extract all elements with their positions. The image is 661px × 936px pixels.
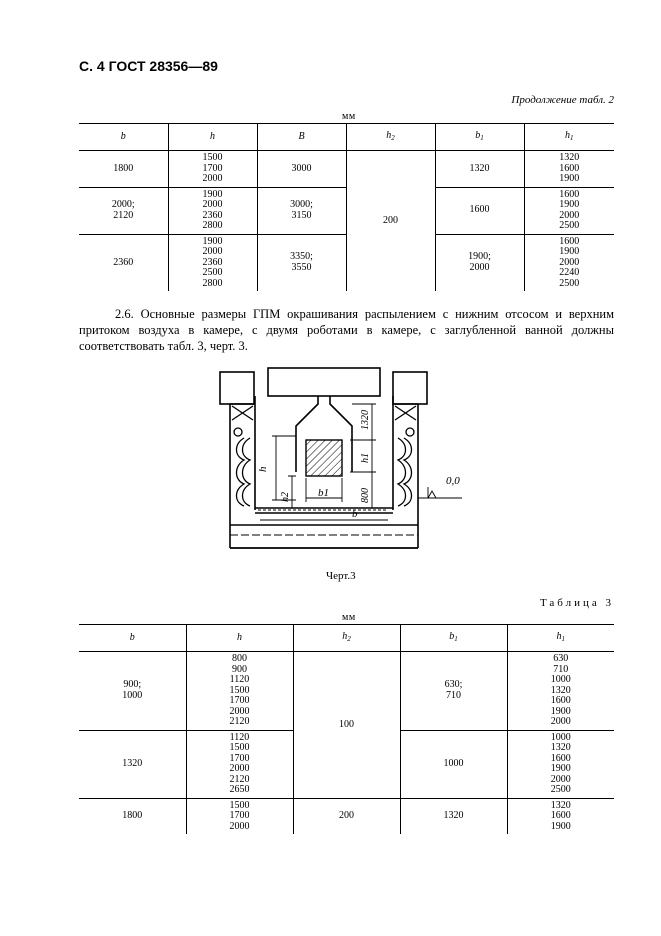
col-h2: $h_2$ (293, 625, 400, 652)
table2-unit: мм (342, 111, 356, 122)
left-top-block (220, 372, 254, 404)
label-h: h (257, 466, 269, 472)
label-h1: h1 (360, 453, 371, 463)
air-supply-unit (268, 368, 380, 396)
workpiece (306, 440, 342, 476)
label-800: 800 (360, 488, 371, 503)
right-robot (395, 406, 416, 506)
table2-header-row (79, 124, 614, 151)
col-h1: $h_1$ (507, 625, 614, 652)
right-top-block (393, 372, 427, 404)
table-3 (79, 624, 614, 834)
paragraph-2-6: 2.6. Основные размеры ГПМ окрашивания распылением с нижним отсосом и верхним притоком воздуха в камере, с двумя роботами в камере, с заглубленной ванной должны соответствовать табл. 3, черт. 3. (79, 307, 614, 353)
col-b: b (79, 625, 186, 652)
col-h2: $h_2$ (346, 124, 435, 151)
table-continuation-label: Продолжение табл. 2 (511, 94, 614, 106)
label-1320: 1320 (360, 410, 371, 430)
table-row: 1320 1120 1500 1700 2000 2120 2650 1000 1000 1320 1600 1900 2000 2500 (79, 730, 614, 798)
table3-label: Таблица 3 (539, 597, 614, 609)
table-row: 900; 1000 800 900 1120 1500 1700 2000 2120 100 630; 710 630 710 1000 1320 1600 1900 2000 (79, 652, 614, 731)
left-robot (232, 406, 253, 506)
col-b1: $b_1$ (435, 124, 524, 151)
label-b: b (352, 508, 358, 520)
page-header: С. 4 ГОСТ 28356—89 (79, 58, 218, 74)
table-row: 1800 1500 1700 2000 200 1320 1320 1600 1900 (79, 798, 614, 834)
label-b1: b1 (318, 487, 329, 499)
drawing-3 (200, 360, 490, 560)
col-h1: $h_1$ (524, 124, 614, 151)
table-row: 2000; 2120 1900 2000 2360 2800 3000; 3150 1600 1600 1900 2000 2500 (79, 187, 614, 234)
col-h: h (186, 625, 293, 652)
drawing-caption: Черт.3 (326, 570, 356, 582)
col-h: h (168, 124, 257, 151)
col-b1: $b_1$ (400, 625, 507, 652)
table3-header-row (79, 625, 614, 652)
table-row: 2360 1900 2000 2360 2500 2800 3350; 3550 1900; 2000 1600 1900 2000 2240 2500 (79, 234, 614, 291)
table-2 (79, 123, 614, 291)
table-row: 1800 1500 1700 2000 3000 200 1320 1320 1600 1900 (79, 151, 614, 188)
col-b: b (79, 124, 168, 151)
label-h2: h2 (280, 492, 291, 502)
table3-unit: мм (342, 612, 356, 623)
level-mark (418, 487, 462, 498)
col-B: B (257, 124, 346, 151)
dim-h2 (288, 476, 296, 508)
label-zero: 0,0 (446, 475, 460, 487)
